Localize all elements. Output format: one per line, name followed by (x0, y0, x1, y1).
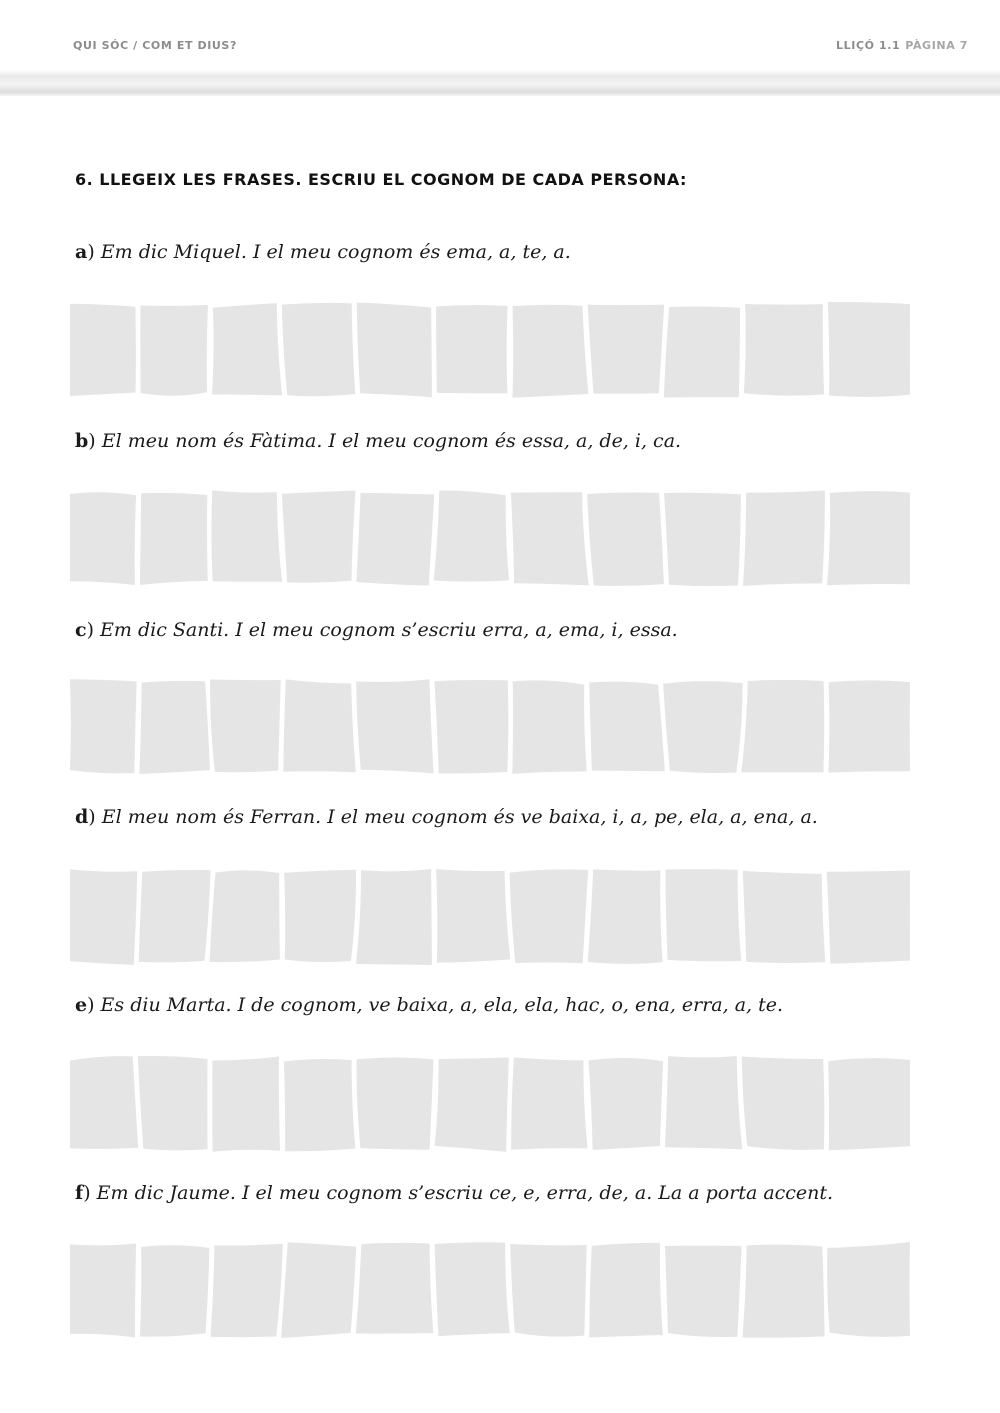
question-b: b) El meu nom és Fàtima. I el meu cognom és essa, a, de, i, ca. (75, 430, 682, 452)
answer-boxes-e[interactable] (70, 1054, 910, 1154)
letter-box[interactable] (356, 493, 434, 586)
answer-boxes-d[interactable] (70, 867, 910, 967)
letter-box[interactable] (284, 1059, 355, 1151)
letter-box[interactable] (827, 491, 910, 585)
header-lesson: LLIÇÓ 1.1 (836, 39, 901, 52)
question-text: Em dic Jaume. I el meu cognom s’escriu ce, e, erra, de, a. La a porta accent. (96, 1182, 834, 1204)
letter-box[interactable] (283, 679, 356, 772)
letter-box[interactable] (211, 490, 282, 581)
letter-box[interactable] (70, 869, 137, 965)
letter-box[interactable] (357, 1058, 434, 1150)
question-f: f) Em dic Jaume. I el meu cognom s’escriu ce, e, erra, de, a. La a porta accent. (75, 1182, 834, 1204)
letter-box[interactable] (356, 869, 432, 965)
letter-box[interactable] (588, 869, 663, 964)
letter-box[interactable] (139, 870, 211, 962)
letter-box[interactable] (356, 679, 433, 773)
answer-boxes-a[interactable] (70, 300, 910, 400)
letter-box[interactable] (664, 306, 740, 397)
question-text: Em dic Miquel. I el meu cognom és ema, a, te, a. (100, 241, 571, 263)
letter-box[interactable] (512, 305, 588, 398)
letter-box[interactable] (211, 1244, 283, 1337)
question-d: d) El meu nom és Ferran. I el meu cognom és ve baixa, i, a, pe, ela, a, ena, a. (75, 806, 818, 828)
letter-box[interactable] (828, 680, 910, 772)
letter-box[interactable] (139, 681, 210, 774)
letter-box[interactable] (743, 871, 826, 963)
question-a: a) Em dic Miquel. I el meu cognom és ema, a, te, a. (75, 241, 571, 263)
letter-box[interactable] (70, 1243, 136, 1337)
letter-box[interactable] (282, 303, 355, 396)
letter-box[interactable] (212, 303, 282, 395)
letter-box[interactable] (828, 1058, 910, 1150)
letter-box[interactable] (70, 679, 137, 773)
letter-box[interactable] (357, 302, 432, 397)
letter-box[interactable] (827, 871, 910, 964)
question-text: El meu nom és Fàtima. I el meu cognom és essa, a, de, i, ca. (101, 430, 682, 452)
letter-box[interactable] (138, 1056, 208, 1150)
question-text: Em dic Santi. I el meu cognom s’escriu erra, a, ema, i, essa. (100, 619, 678, 641)
letter-box[interactable] (588, 1058, 663, 1150)
letter-box[interactable] (744, 304, 824, 396)
letter-box[interactable] (282, 491, 356, 583)
header-page-number: PÀGINA 7 (905, 39, 968, 52)
letter-box[interactable] (356, 1243, 434, 1334)
letter-box[interactable] (70, 304, 136, 396)
letter-box[interactable] (281, 1242, 356, 1338)
letter-box[interactable] (212, 1057, 280, 1152)
letter-box[interactable] (140, 1245, 209, 1336)
question-text: El meu nom és Ferran. I el meu cognom és ve baixa, i, a, pe, ela, a, ena, a. (101, 806, 818, 828)
answer-boxes-c[interactable] (70, 677, 910, 777)
letter-box[interactable] (827, 1242, 910, 1337)
letter-box[interactable] (589, 682, 665, 771)
question-c: c) Em dic Santi. I el meu cognom s’escriu erra, a, ema, i, essa. (75, 619, 678, 641)
letter-box[interactable] (435, 1242, 510, 1336)
letter-box[interactable] (741, 680, 824, 773)
letter-box[interactable] (828, 302, 910, 397)
page-header (0, 0, 1000, 96)
question-letter: b (75, 430, 89, 452)
letter-box[interactable] (665, 1246, 742, 1337)
letter-box[interactable] (70, 1056, 138, 1149)
header-section-title: QUI SÓC / COM ET DIUS? (73, 39, 237, 52)
answer-boxes-f[interactable] (70, 1240, 910, 1340)
letter-box[interactable] (70, 492, 136, 585)
letter-box[interactable] (510, 1244, 586, 1337)
letter-box[interactable] (210, 680, 281, 773)
header-page-info (836, 39, 968, 52)
letter-box[interactable] (663, 681, 743, 773)
letter-box[interactable] (284, 870, 356, 963)
letter-box[interactable] (510, 869, 589, 963)
letter-box[interactable] (665, 869, 741, 961)
letter-box[interactable] (588, 305, 665, 394)
letter-box[interactable] (742, 1057, 825, 1150)
letter-box[interactable] (140, 493, 208, 585)
letter-box[interactable] (587, 493, 664, 586)
letter-box[interactable] (434, 490, 509, 581)
answer-boxes-b[interactable] (70, 488, 910, 588)
letter-box[interactable] (511, 1057, 587, 1149)
question-text: Es diu Marta. I de cognom, ve baixa, a, ela, ela, hac, o, ena, erra, a, te. (100, 994, 784, 1016)
question-e: e) Es diu Marta. I de cognom, ve baixa, a, ela, ela, hac, o, ena, erra, a, te. (75, 994, 784, 1016)
letter-box[interactable] (512, 680, 586, 773)
exercise-title: 6. LLEGEIX LES FRASES. ESCRIU EL COGNOM DE CADA PERSONA: (75, 170, 687, 189)
letter-box[interactable] (742, 1245, 824, 1338)
letter-box[interactable] (435, 1057, 509, 1151)
question-letter: d (75, 806, 89, 828)
question-letter: a (75, 241, 88, 263)
letter-box[interactable] (436, 869, 510, 963)
letter-box[interactable] (140, 305, 208, 396)
letter-box[interactable] (210, 870, 280, 962)
question-letter: e (75, 994, 88, 1016)
letter-box[interactable] (436, 305, 507, 393)
letter-box[interactable] (665, 1056, 742, 1149)
question-letter: c (75, 619, 87, 641)
letter-box[interactable] (664, 493, 741, 586)
letter-box[interactable] (511, 492, 589, 585)
letter-box[interactable] (434, 680, 508, 773)
letter-box[interactable] (743, 490, 825, 585)
question-letter: f (75, 1182, 84, 1204)
letter-box[interactable] (589, 1243, 663, 1338)
